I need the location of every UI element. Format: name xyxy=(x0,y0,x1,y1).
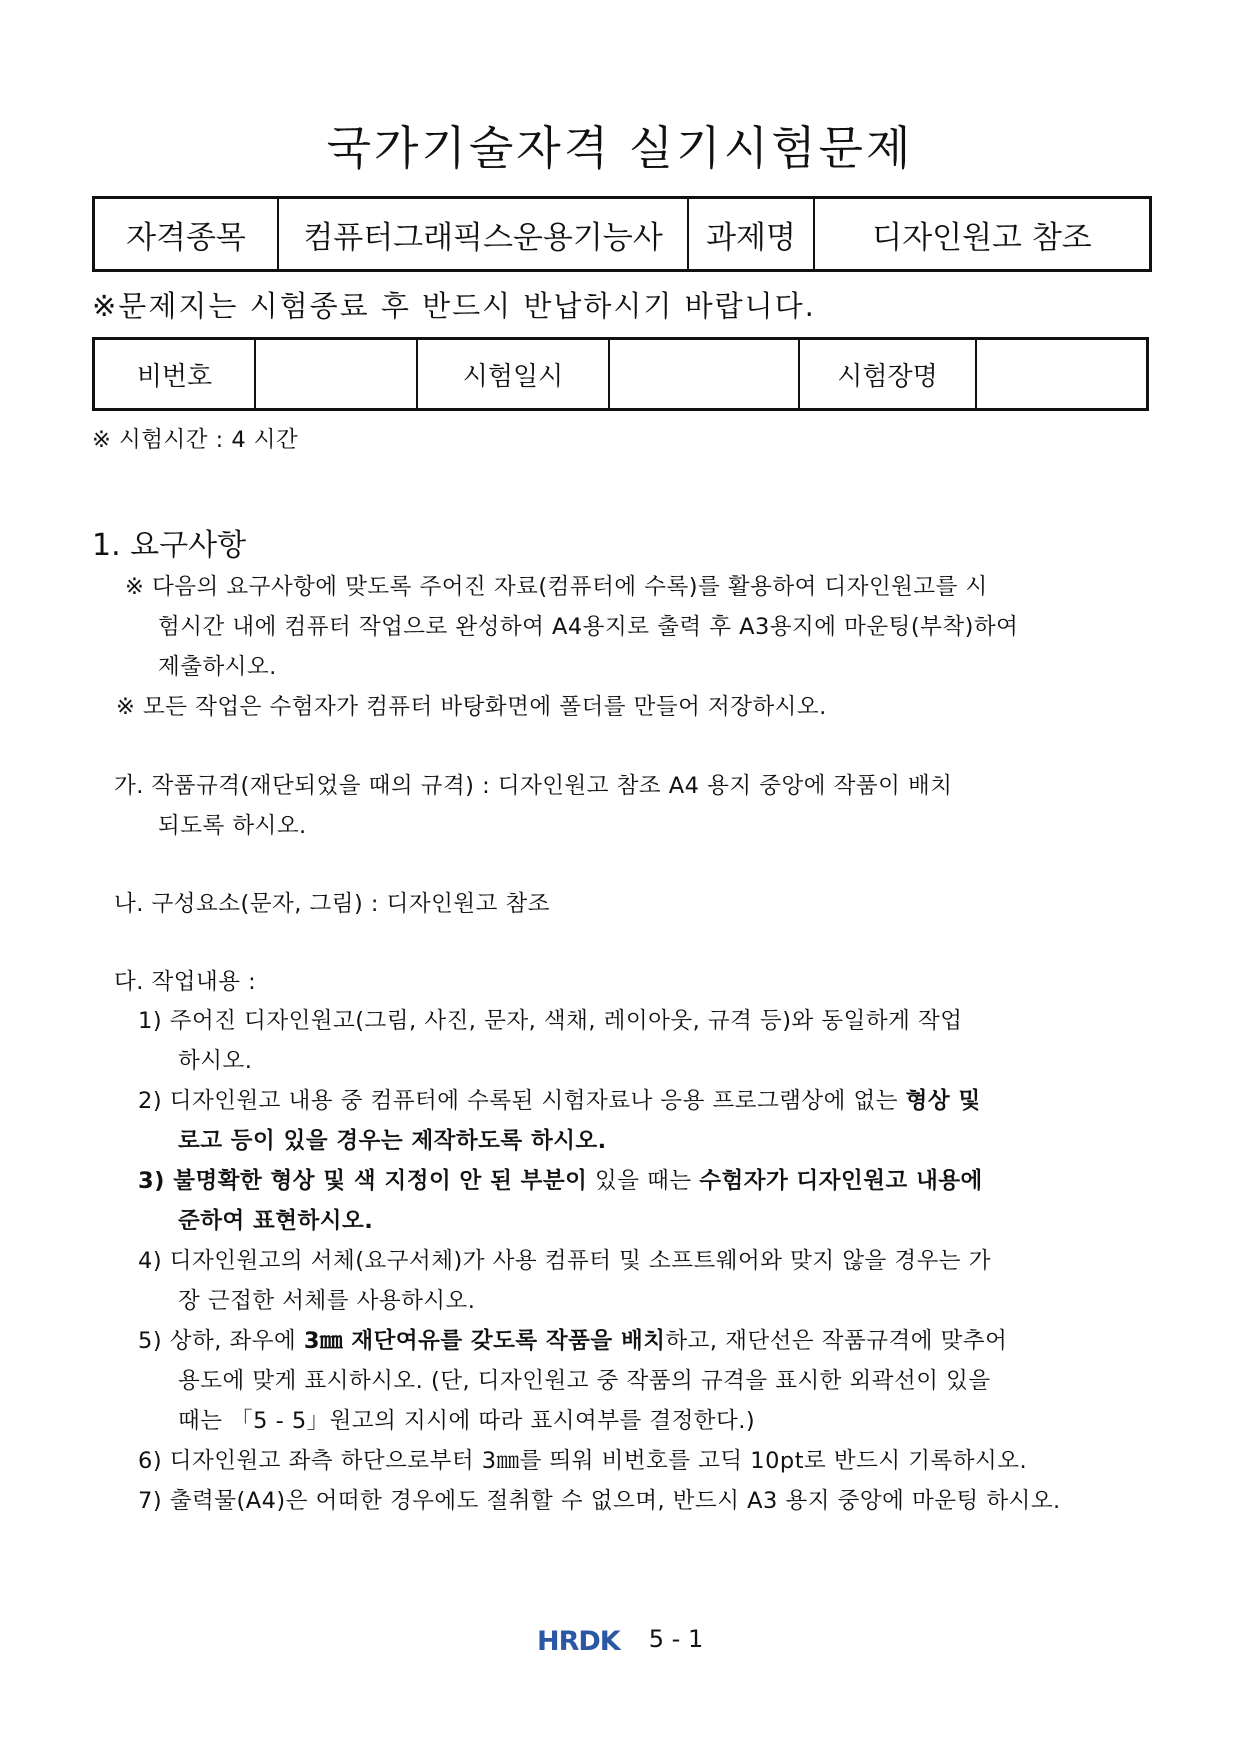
task-label: 과제명 xyxy=(688,198,814,271)
qualification-table xyxy=(92,196,1152,272)
work-item xyxy=(138,1161,983,1201)
work-item-emphasis: 형상 및 xyxy=(905,1088,981,1114)
work-item-cont: 하시오. xyxy=(178,1048,253,1074)
return-notice: ※문제지는 시험종료 후 반드시 반납하시기 바랍니다. xyxy=(92,289,816,323)
exam-duration: ※ 시험시간 : 4 시간 xyxy=(92,427,299,453)
subject-label: 자격종목 xyxy=(94,198,279,271)
work-item-text: 있을 때는 xyxy=(587,1168,700,1194)
work-item: 1) 주어진 디자인원고(그림, 사진, 문자, 색채, 레이아웃, 규격 등)와 동일하게 작업 xyxy=(138,1008,963,1034)
intro-line: 제출하시오. xyxy=(158,654,277,680)
subject-value: 컴퓨터그래픽스운용기능사 xyxy=(278,198,688,271)
work-item-emphasis: 3) 불명확한 형상 및 색 지정이 안 된 부분이 xyxy=(138,1168,588,1194)
work-item-cont: 준하여 표현하시오. xyxy=(178,1208,374,1234)
item-na: 나. 구성요소(문자, 그림) : 디자인원고 참조 xyxy=(114,891,550,917)
work-item-cont: 용도에 맞게 표시하시오. (단, 디자인원고 중 작품의 규격을 표시한 외곽선이 있을 xyxy=(178,1368,991,1394)
id-value xyxy=(255,339,417,410)
page-footer xyxy=(0,1625,1240,1654)
work-item-text: 5) 상하, 좌우에 xyxy=(138,1328,304,1354)
date-label: 시험일시 xyxy=(417,339,609,410)
work-item-emphasis: 수험자가 디자인원고 내용에 xyxy=(699,1168,983,1194)
exam-info-table xyxy=(92,337,1149,411)
work-item: 7) 출력물(A4)은 어떠한 경우에도 절취할 수 없으며, 반드시 A3 용지 중앙에 마운팅 하시오. xyxy=(138,1488,1061,1514)
page-number: 5 - 1 xyxy=(648,1625,704,1653)
id-label: 비번호 xyxy=(94,339,256,410)
work-item xyxy=(138,1321,1007,1361)
work-item-text: 하고, 재단선은 작품규격에 맞추어 xyxy=(665,1328,1008,1354)
work-item-cont: 때는 「5 - 5」원고의 지시에 따라 표시여부를 결정한다.) xyxy=(178,1408,756,1434)
item-ga: 가. 작품규격(재단되었을 때의 규격) : 디자인원고 참조 A4 용지 중앙에 작품이 배치 xyxy=(114,773,953,799)
place-value xyxy=(976,339,1148,410)
work-item: 6) 디자인원고 좌측 하단으로부터 3㎜를 띄워 비번호를 고딕 10pt로 반드시 기록하시오. xyxy=(138,1448,1028,1474)
work-item-emphasis: 3㎜ 재단여유를 갖도록 작품을 배치 xyxy=(303,1328,666,1354)
item-da-heading: 다. 작업내용 : xyxy=(114,969,257,995)
section-heading: 1. 요구사항 xyxy=(92,528,247,563)
hrdk-logo-text: HRDK xyxy=(536,1626,620,1654)
work-item xyxy=(138,1081,981,1121)
work-item-text: 2) 디자인원고 내용 중 컴퓨터에 수록된 시험자료나 응용 프로그램상에 없는 xyxy=(138,1088,906,1114)
intro-line: ※ 모든 작업은 수험자가 컴퓨터 바탕화면에 폴더를 만들어 저장하시오. xyxy=(116,694,827,720)
intro-line: ※ 다음의 요구사항에 맞도록 주어진 자료(컴퓨터에 수록)를 활용하여 디자인원고를 시 xyxy=(125,574,988,600)
work-item: 4) 디자인원고의 서체(요구서체)가 사용 컴퓨터 및 소프트웨어와 맞지 않을 경우는 가 xyxy=(138,1248,991,1274)
hrdk-logo-icon xyxy=(537,1626,631,1654)
work-item-cont: 로고 등이 있을 경우는 제작하도록 하시오. xyxy=(178,1128,607,1154)
page-title: 국가기술자격 실기시험문제 xyxy=(326,121,914,175)
intro-line: 험시간 내에 컴퓨터 작업으로 완성하여 A4용지로 출력 후 A3용지에 마운팅(부착)하여 xyxy=(158,614,1019,640)
place-label: 시험장명 xyxy=(799,339,976,410)
work-item-cont: 장 근접한 서체를 사용하시오. xyxy=(178,1288,476,1314)
task-value: 디자인원고 참조 xyxy=(814,198,1151,271)
date-value xyxy=(609,339,799,410)
item-ga-cont: 되도록 하시오. xyxy=(158,813,307,839)
